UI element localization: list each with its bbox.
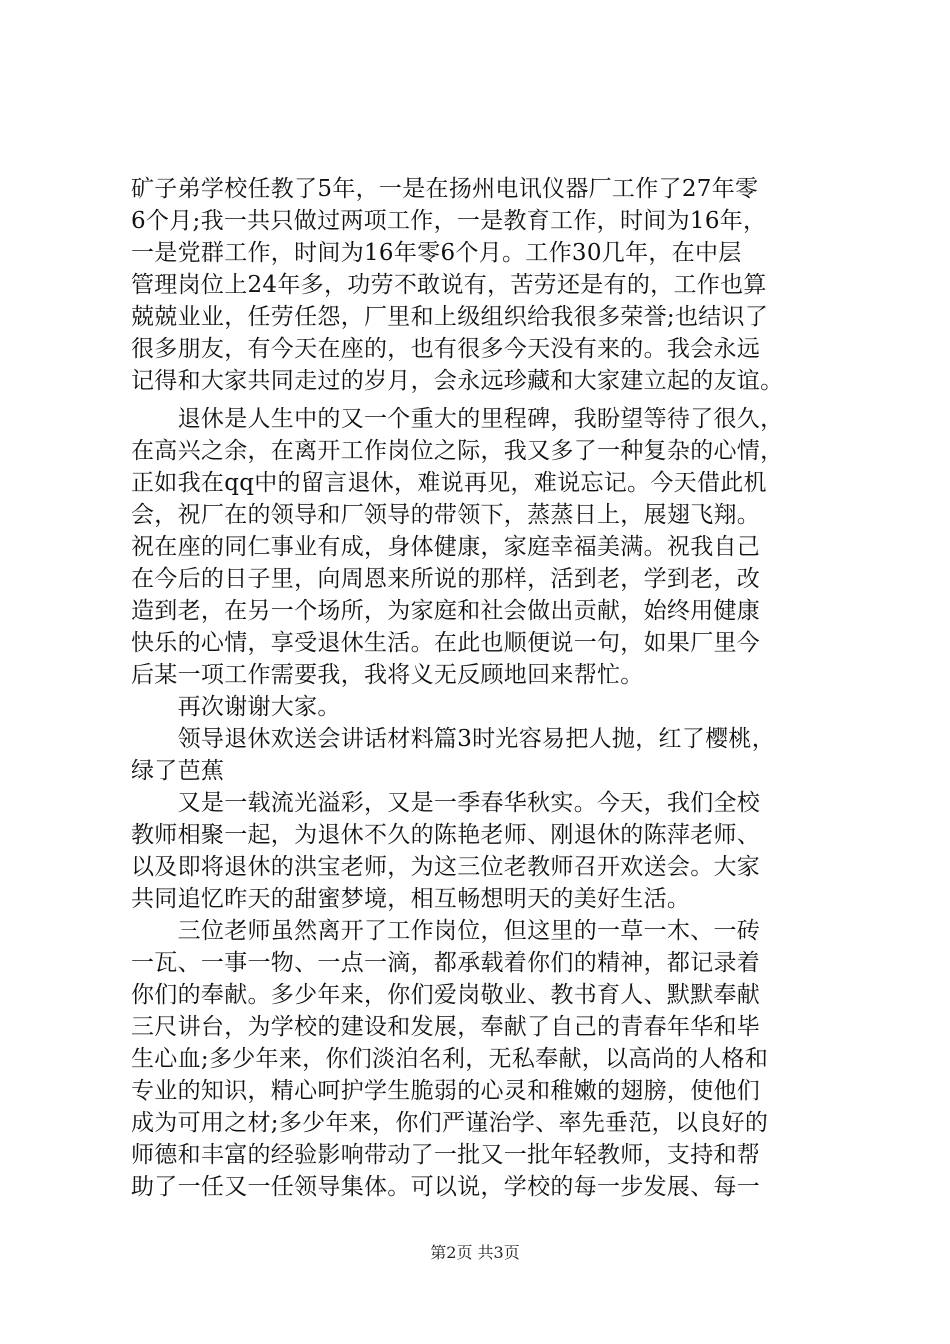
text-line: 一是党群工作，时间为16年零6个月。工作30几年，在中层 <box>131 240 742 266</box>
text-line: 祝在座的同仁事业有成，身体健康，家庭幸福美满。祝我自己 <box>131 534 761 560</box>
text-line: 领导退休欢送会讲话材料篇3时光容易把人抛，红了樱桃， <box>131 726 776 752</box>
text-line: 你们的奉献。多少年来，你们爱岗敬业、教书育人、默默奉献 <box>131 982 761 1008</box>
text-line: 退休是人生中的又一个重大的里程碑，我盼望等待了很久， <box>131 406 784 432</box>
text-line: 助了一任又一任领导集体。可以说，学校的每一步发展、每一 <box>131 1174 761 1200</box>
text-line: 造到老，在另一个场所，为家庭和社会做出贡献，始终用健康 <box>131 598 761 624</box>
text-line: 专业的知识，精心呵护学生脆弱的心灵和稚嫩的翅膀，使他们 <box>131 1078 761 1104</box>
text-line: 再次谢谢大家。 <box>131 694 341 720</box>
text-line: 记得和大家共同走过的岁月，会永远珍藏和大家建立起的友谊。 <box>131 368 784 394</box>
text-line: 兢兢业业，任劳任怨，厂里和上级组织给我很多荣誉;也结识了 <box>131 304 769 330</box>
text-line: 三尺讲台，为学校的建设和发展，奉献了自己的青春年华和毕 <box>131 1014 761 1040</box>
paragraph-1 <box>131 173 831 397</box>
text-line: 矿子弟学校任教了5年，一是在扬州电讯仪器厂工作了27年零 <box>131 176 759 202</box>
text-line: 在高兴之余，在离开工作岗位之际，我又多了一种复杂的心情， <box>131 438 784 464</box>
text-line: 生心血;多少年来，你们淡泊名利，无私奉献，以高尚的人格和 <box>131 1046 769 1072</box>
text-line: 成为可用之材;多少年来，你们严谨治学、率先垂范，以良好的 <box>131 1110 769 1136</box>
paragraph-2 <box>131 403 831 1203</box>
text-line: 以及即将退休的洪宝老师，为这三位老教师召开欢送会。大家 <box>131 854 761 880</box>
text-line: 后某一项工作需要我，我将义无反顾地回来帮忙。 <box>131 662 644 688</box>
text-line: 教师相聚一起，为退休不久的陈艳老师、刚退休的陈萍老师、 <box>131 822 761 848</box>
text-line: 管理岗位上24年多，功劳不敢说有，苦劳还是有的，工作也算 <box>131 272 767 298</box>
text-line: 在今后的日子里，向周恩来所说的那样，活到老，学到老，改 <box>131 566 761 592</box>
text-line: 又是一载流光溢彩，又是一季春华秋实。今天，我们全校 <box>131 790 761 816</box>
text-line: 6个月;我一共只做过两项工作，一是教育工作，时间为16年， <box>131 208 767 234</box>
text-line: 一瓦、一事一物、一点一滴，都承载着你们的精神，都记录着 <box>131 950 761 976</box>
text-line: 绿了芭蕉 <box>131 758 225 784</box>
text-line: 很多朋友，有今天在座的，也有很多今天没有来的。我会永远 <box>131 336 761 362</box>
text-line: 正如我在qq中的留言退休，难说再见，难说忘记。今天借此机 <box>131 470 767 496</box>
text-line: 会，祝厂在的领导和厂领导的带领下，蒸蒸日上，展翅飞翔。 <box>131 502 761 528</box>
text-line: 三位老师虽然离开了工作岗位，但这里的一草一木、一砖 <box>131 918 761 944</box>
text-line: 快乐的心情，享受退休生活。在此也顺便说一句，如果厂里今 <box>131 630 761 656</box>
text-line: 师德和丰富的经验影响带动了一批又一批年轻教师，支持和帮 <box>131 1142 761 1168</box>
text-line: 共同追忆昨天的甜蜜梦境，相互畅想明天的美好生活。 <box>131 886 691 912</box>
page-footer: 第2页 共3页 <box>430 1243 520 1262</box>
